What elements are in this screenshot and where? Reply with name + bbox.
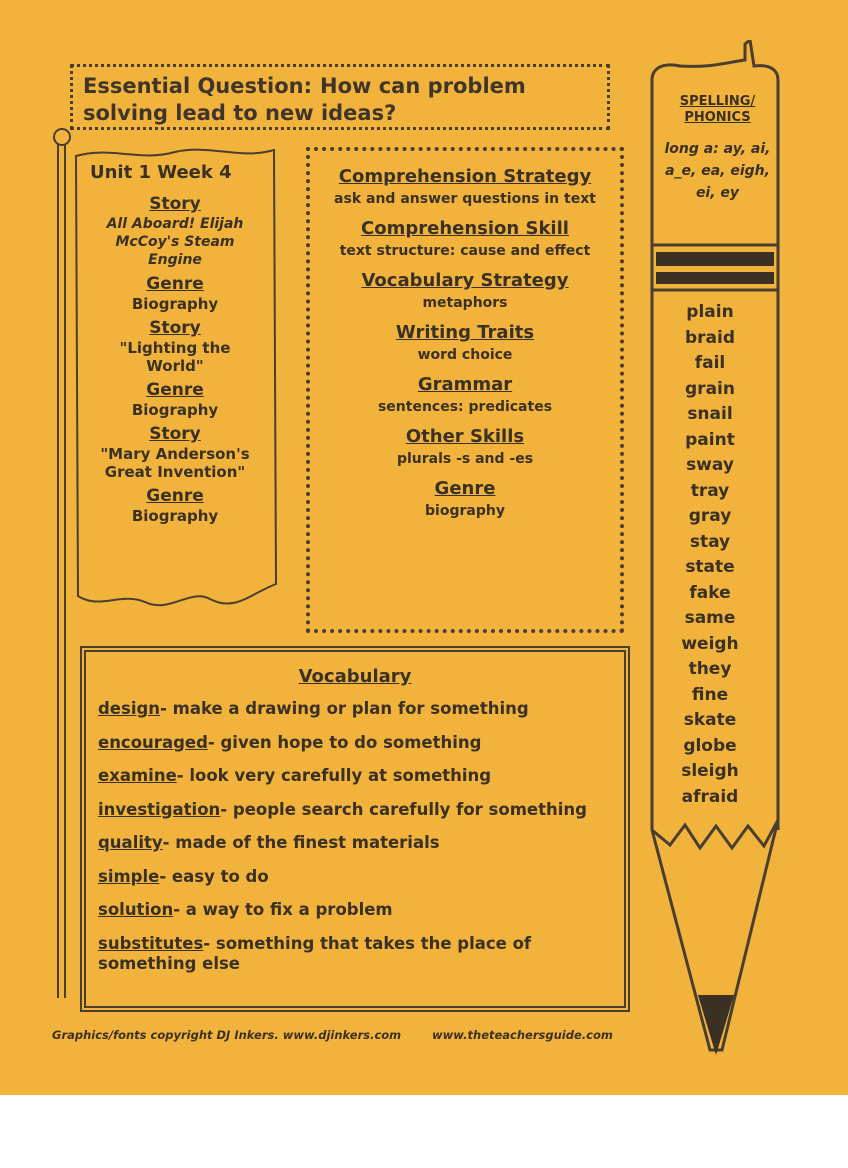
spelling-word: stay <box>689 531 731 552</box>
essential-question-text: How can problem solving lead to new ideas? <box>83 74 526 125</box>
spelling-word: state <box>685 557 735 577</box>
skill-head-writing-traits: Writing Traits <box>395 322 535 343</box>
vocab-definition: - something that takes the place of something else <box>98 933 532 973</box>
skills-box <box>306 147 624 633</box>
skill-text-writing-traits: word choice <box>417 347 513 363</box>
skill-head-genre: Genre <box>434 478 496 499</box>
skill-head-other-skills: Other Skills <box>405 426 525 447</box>
spelling-word: snail <box>687 404 733 424</box>
spelling-words <box>650 300 770 810</box>
banner-head-story-1: Story <box>149 194 201 214</box>
spelling-word: plain <box>686 302 734 322</box>
vocab-word: simple <box>98 866 160 886</box>
spelling-word: fake <box>689 582 731 603</box>
spelling-word: braid <box>684 327 736 348</box>
banner-text-story-3: "Mary Anderson's Great Invention" <box>100 445 250 481</box>
banner-head-genre-3: Genre <box>146 486 204 506</box>
banner-text-genre-2: Biography <box>131 401 219 419</box>
spelling-word: fine <box>691 684 729 705</box>
skill-text-comprehension-skill: text structure: cause and effect <box>339 243 591 259</box>
vocab-item <box>98 800 612 820</box>
vocab-item <box>98 900 612 920</box>
spelling-word: paint <box>685 429 735 450</box>
skill-text-vocabulary-strategy: metaphors <box>422 295 508 311</box>
banner-head-genre-1: Genre <box>146 274 204 294</box>
vocab-definition: - look very carefully at something <box>176 766 492 785</box>
skill-head-comprehension-strategy: Comprehension Strategy <box>338 166 592 187</box>
vocabulary-box <box>80 646 630 1012</box>
pencil-spelling-list <box>650 40 785 1060</box>
vocab-word: quality <box>98 833 163 852</box>
vocab-item <box>98 733 612 753</box>
vocab-word: examine <box>98 766 177 785</box>
skill-text-grammar: sentences: predicates <box>377 399 553 415</box>
vocab-definition: - make a drawing or plan for something <box>160 699 529 718</box>
vocab-definition: - given hope to do something <box>207 732 482 752</box>
story-banner <box>70 150 280 610</box>
banner-pole-knob <box>53 128 71 146</box>
banner-head-genre-2: Genre <box>146 380 204 400</box>
footer-copyright: Graphics/fonts copyright DJ Inkers. www.djinkers.com <box>52 1028 402 1042</box>
skill-text-other-skills: plurals -s and -es <box>396 451 534 467</box>
footer-website: www.theteachersguide.com <box>432 1028 613 1042</box>
spelling-word: weigh <box>681 633 739 654</box>
banner-pole <box>57 138 66 998</box>
vocab-word: solution <box>98 900 174 919</box>
banner-content <box>70 162 280 527</box>
spelling-word: afraid <box>681 786 739 807</box>
vocab-item <box>98 934 612 974</box>
skill-head-vocabulary-strategy: Vocabulary Strategy <box>361 270 569 291</box>
vocab-word: substitutes <box>98 933 204 953</box>
spelling-word: same <box>684 608 736 628</box>
spelling-word: globe <box>683 735 737 756</box>
vocab-item <box>98 699 612 719</box>
spelling-pattern-line-2: a_e, ea, eigh, <box>665 163 770 179</box>
skill-text-genre: biography <box>425 503 505 519</box>
skill-head-comprehension-skill: Comprehension Skill <box>361 218 569 239</box>
spelling-title <box>650 94 785 126</box>
banner-text-story-1: All Aboard! Elijah McCoy's Steam Engine <box>106 216 244 268</box>
spelling-word: grain <box>685 378 735 399</box>
spelling-header <box>650 62 785 204</box>
spelling-pattern-line-1: long a: ay, ai, <box>664 141 771 157</box>
spelling-word: sleigh <box>681 761 739 781</box>
banner-text-genre-3: Biography <box>131 507 219 525</box>
spelling-word: tray <box>690 480 730 501</box>
skill-head-grammar: Grammar <box>417 374 513 395</box>
spelling-word: they <box>688 659 732 679</box>
vocabulary-title: Vocabulary <box>298 666 412 687</box>
spelling-word: fail <box>694 353 726 373</box>
spelling-word: skate <box>683 710 737 730</box>
essential-question-label: Essential Question: <box>83 74 313 98</box>
banner-head-story-2: Story <box>149 318 201 338</box>
spelling-title-line-2: PHONICS <box>684 110 751 125</box>
vocab-item <box>98 867 612 887</box>
vocab-word: encouraged <box>98 732 208 752</box>
skill-text-comprehension-strategy: ask and answer questions in text <box>334 191 596 207</box>
spelling-word: gray <box>688 506 732 526</box>
banner-text-genre-1: Biography <box>131 295 219 313</box>
essential-question-box <box>70 64 610 130</box>
spelling-pattern <box>650 138 785 204</box>
vocab-definition: - people search carefully for something <box>220 799 587 819</box>
banner-text-story-2: "Lighting the World" <box>119 339 231 375</box>
vocab-definition: - a way to fix a problem <box>173 900 393 919</box>
vocab-word: investigation <box>98 799 221 819</box>
vocab-word: design <box>98 699 161 718</box>
spelling-pattern-line-3: ei, ey <box>695 185 740 201</box>
spelling-title-line-1: SPELLING/ <box>679 94 756 109</box>
vocab-item <box>98 766 612 786</box>
banner-head-story-3: Story <box>149 424 201 444</box>
vocab-definition: - made of the finest materials <box>162 833 440 852</box>
vocab-definition: - easy to do <box>159 866 269 886</box>
spelling-word: sway <box>686 455 734 475</box>
unit-label: Unit 1 Week 4 <box>90 162 232 183</box>
vocab-item <box>98 833 612 853</box>
